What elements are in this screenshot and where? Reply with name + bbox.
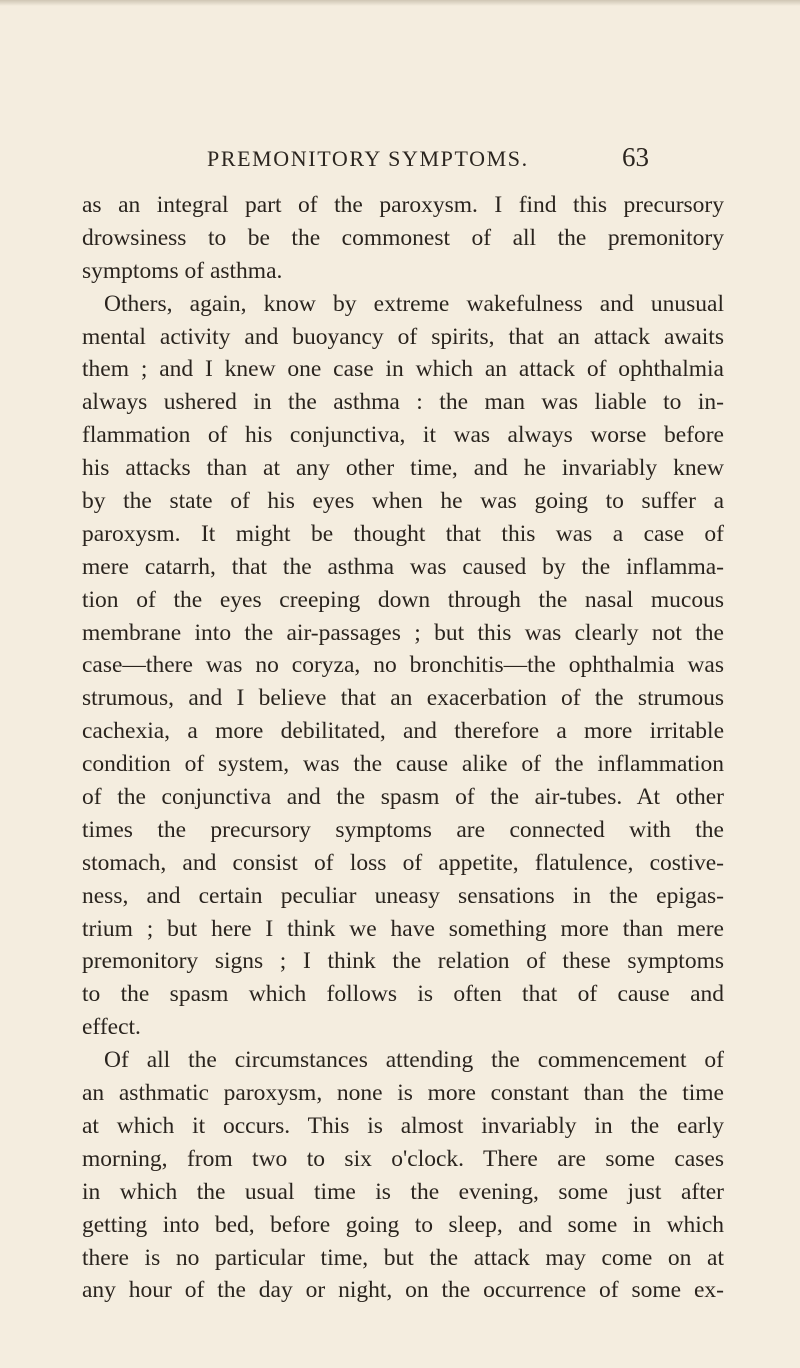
page-top-edge [0,0,800,6]
text-line: Of all the circumstances attending the commencement of [104,1047,724,1074]
text-line: morning, from two to six o'clock. There are some cases [82,1145,724,1172]
text-line: an asthmatic paroxysm, none is more constant than the time [82,1080,724,1107]
text-line: premonitory signs ; I think the relation of these symptoms [82,948,724,975]
text-line: getting into bed, before going to sleep, and some in which [82,1211,724,1238]
text-line: effect. [82,1014,141,1041]
text-line: times the precursory symptoms are connected with the [82,816,724,843]
text-line: flammation of his conjunctiva, it was always worse before [82,422,724,449]
text-line: Others, again, know by extreme wakefulness and unusual [104,290,724,317]
text-line: as an integral part of the paroxysm. I find this precursory [82,192,724,218]
text-line: by the state of his eyes when he was going to suffer a [82,488,724,515]
running-head: PREMONITORY SYMPTOMS. [207,146,529,171]
text-line: mere catarrh, that the asthma was caused by the inflamma- [82,553,724,580]
page-number: 63 [622,142,649,172]
text-line: them ; and I knew one case in which an attack of ophthalmia [82,356,724,383]
body-text [82,189,724,1307]
text-line: at which it occurs. This is almost invariably in the early [82,1112,724,1139]
text-line: of the conjunctiva and the spasm of the air-tubes. At other [82,784,724,811]
text-line: trium ; but here I think we have something more than mere [82,915,724,942]
text-line: paroxysm. It might be thought that this was a case of [82,520,724,547]
text-line: in which the usual time is the evening, some just after [82,1178,724,1205]
text-line: membrane into the air-passages ; but this was clearly not the [82,619,724,646]
text-line: strumous, and I believe that an exacerbation of the strumous [82,685,724,712]
page-header [0,142,800,182]
text-line: case—there was no coryza, no bronchitis—the ophthalmia was [82,652,724,679]
text-line: symptoms of asthma. [82,257,283,284]
text-line: stomach, and consist of loss of appetite, flatulence, costive- [82,849,724,876]
text-line: his attacks than at any other time, and he invariably knew [82,455,724,482]
text-line: cachexia, a more debilitated, and therefore a more irritable [82,718,724,745]
text-line: ness, and certain peculiar uneasy sensations in the epigas- [82,882,724,909]
text-line: to the spasm which follows is often that of cause and [82,981,724,1008]
text-line: there is no particular time, but the attack may come on at [82,1244,724,1271]
text-line: any hour of the day or night, on the occurrence of some ex- [82,1277,724,1304]
text-line: always ushered in the asthma : the man was liable to in- [82,389,724,416]
text-line: drowsiness to be the commonest of all the premonitory [82,224,724,251]
text-line: condition of system, was the cause alike of the inflammation [82,751,724,778]
text-line: tion of the eyes creeping down through the nasal mucous [82,586,724,613]
text-line: mental activity and buoyancy of spirits, that an attack awaits [82,323,724,350]
